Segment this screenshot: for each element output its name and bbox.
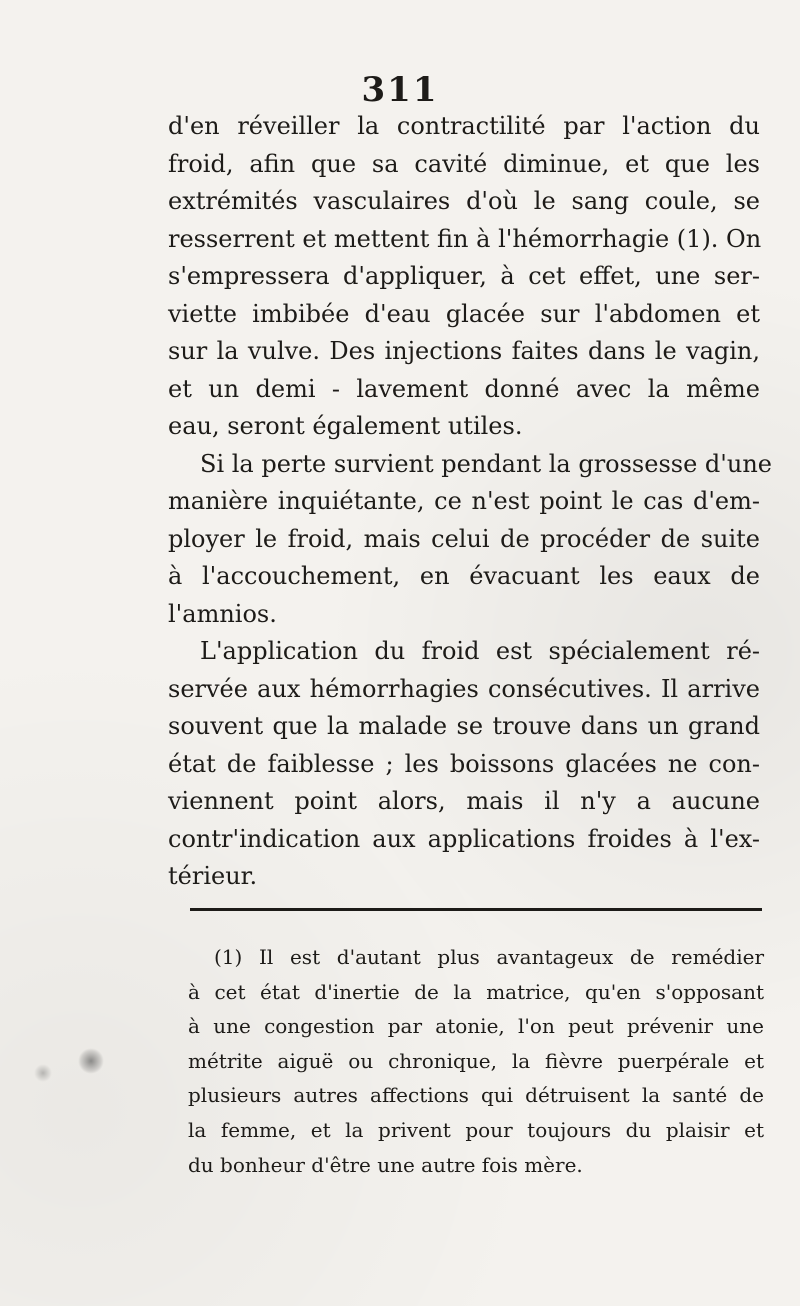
body-line: état de faiblesse ; les boissons glacées ne con- — [168, 749, 760, 778]
footnote-line: la femme, et la privent pour toujours du plaisir et — [188, 1117, 764, 1142]
body-line: l'amnios. — [168, 599, 277, 628]
body-line: souvent que la malade se trouve dans un grand — [168, 712, 760, 740]
footnote-line: à une congestion par atonie, l'on peut prévenir une — [188, 1014, 764, 1039]
ink-spot — [78, 1048, 104, 1074]
body-line: viennent point alors, mais il n'y a aucune — [168, 787, 760, 815]
body-line: servée aux hémorrhagies consécutives. Il arrive — [168, 674, 760, 703]
footnote-line: du bonheur d'être une autre fois mère. — [188, 1152, 583, 1177]
paragraph-start-line: Si la perte survient pendant la grossesse d'une — [200, 449, 772, 478]
footnote-line: plusieurs autres affections qui détruisent la santé de — [188, 1083, 764, 1108]
body-line: resserrent et mettent fin à l'hémorrhagie (1). On — [168, 224, 762, 253]
ink-spot-faint — [34, 1064, 52, 1082]
footnote — [188, 940, 764, 1182]
footnote-line: métrite aiguë ou chronique, la fièvre puerpérale et — [188, 1048, 764, 1073]
page-number: 311 — [361, 70, 439, 110]
body-line: manière inquiétante, ce n'est point le cas d'em- — [168, 487, 760, 515]
body-text — [168, 108, 772, 896]
footnote-line: (1) Il est d'autant plus avantageux de remédier — [214, 945, 764, 969]
body-line: eau, seront également utiles. — [168, 412, 523, 440]
body-line: s'empressera d'appliquer, à cet effet, une ser- — [168, 262, 760, 290]
body-line: et un demi - lavement donné avec la même — [168, 374, 760, 403]
body-line: d'en réveiller la contractilité par l'action du — [168, 112, 760, 140]
body-line: froid, afin que sa cavité diminue, et que les — [168, 149, 760, 178]
paragraph-start-line: L'application du froid est spécialement ré- — [200, 637, 760, 665]
body-line: sur la vulve. Des injections faites dans le vagin, — [168, 337, 760, 365]
body-line: à l'accouchement, en évacuant les eaux de — [168, 562, 760, 590]
body-line: ployer le froid, mais celui de procéder de suite — [168, 524, 760, 553]
body-line: extrémités vasculaires d'où le sang coule, se — [168, 187, 760, 215]
footnote-line: à cet état d'inertie de la matrice, qu'en s'opposant — [188, 979, 764, 1004]
body-line: viette imbibée d'eau glacée sur l'abdomen et — [168, 299, 760, 328]
body-line: contr'indication aux applications froides à l'ex- — [168, 824, 760, 853]
body-line: térieur. — [168, 862, 258, 890]
footnote-divider — [190, 908, 762, 911]
